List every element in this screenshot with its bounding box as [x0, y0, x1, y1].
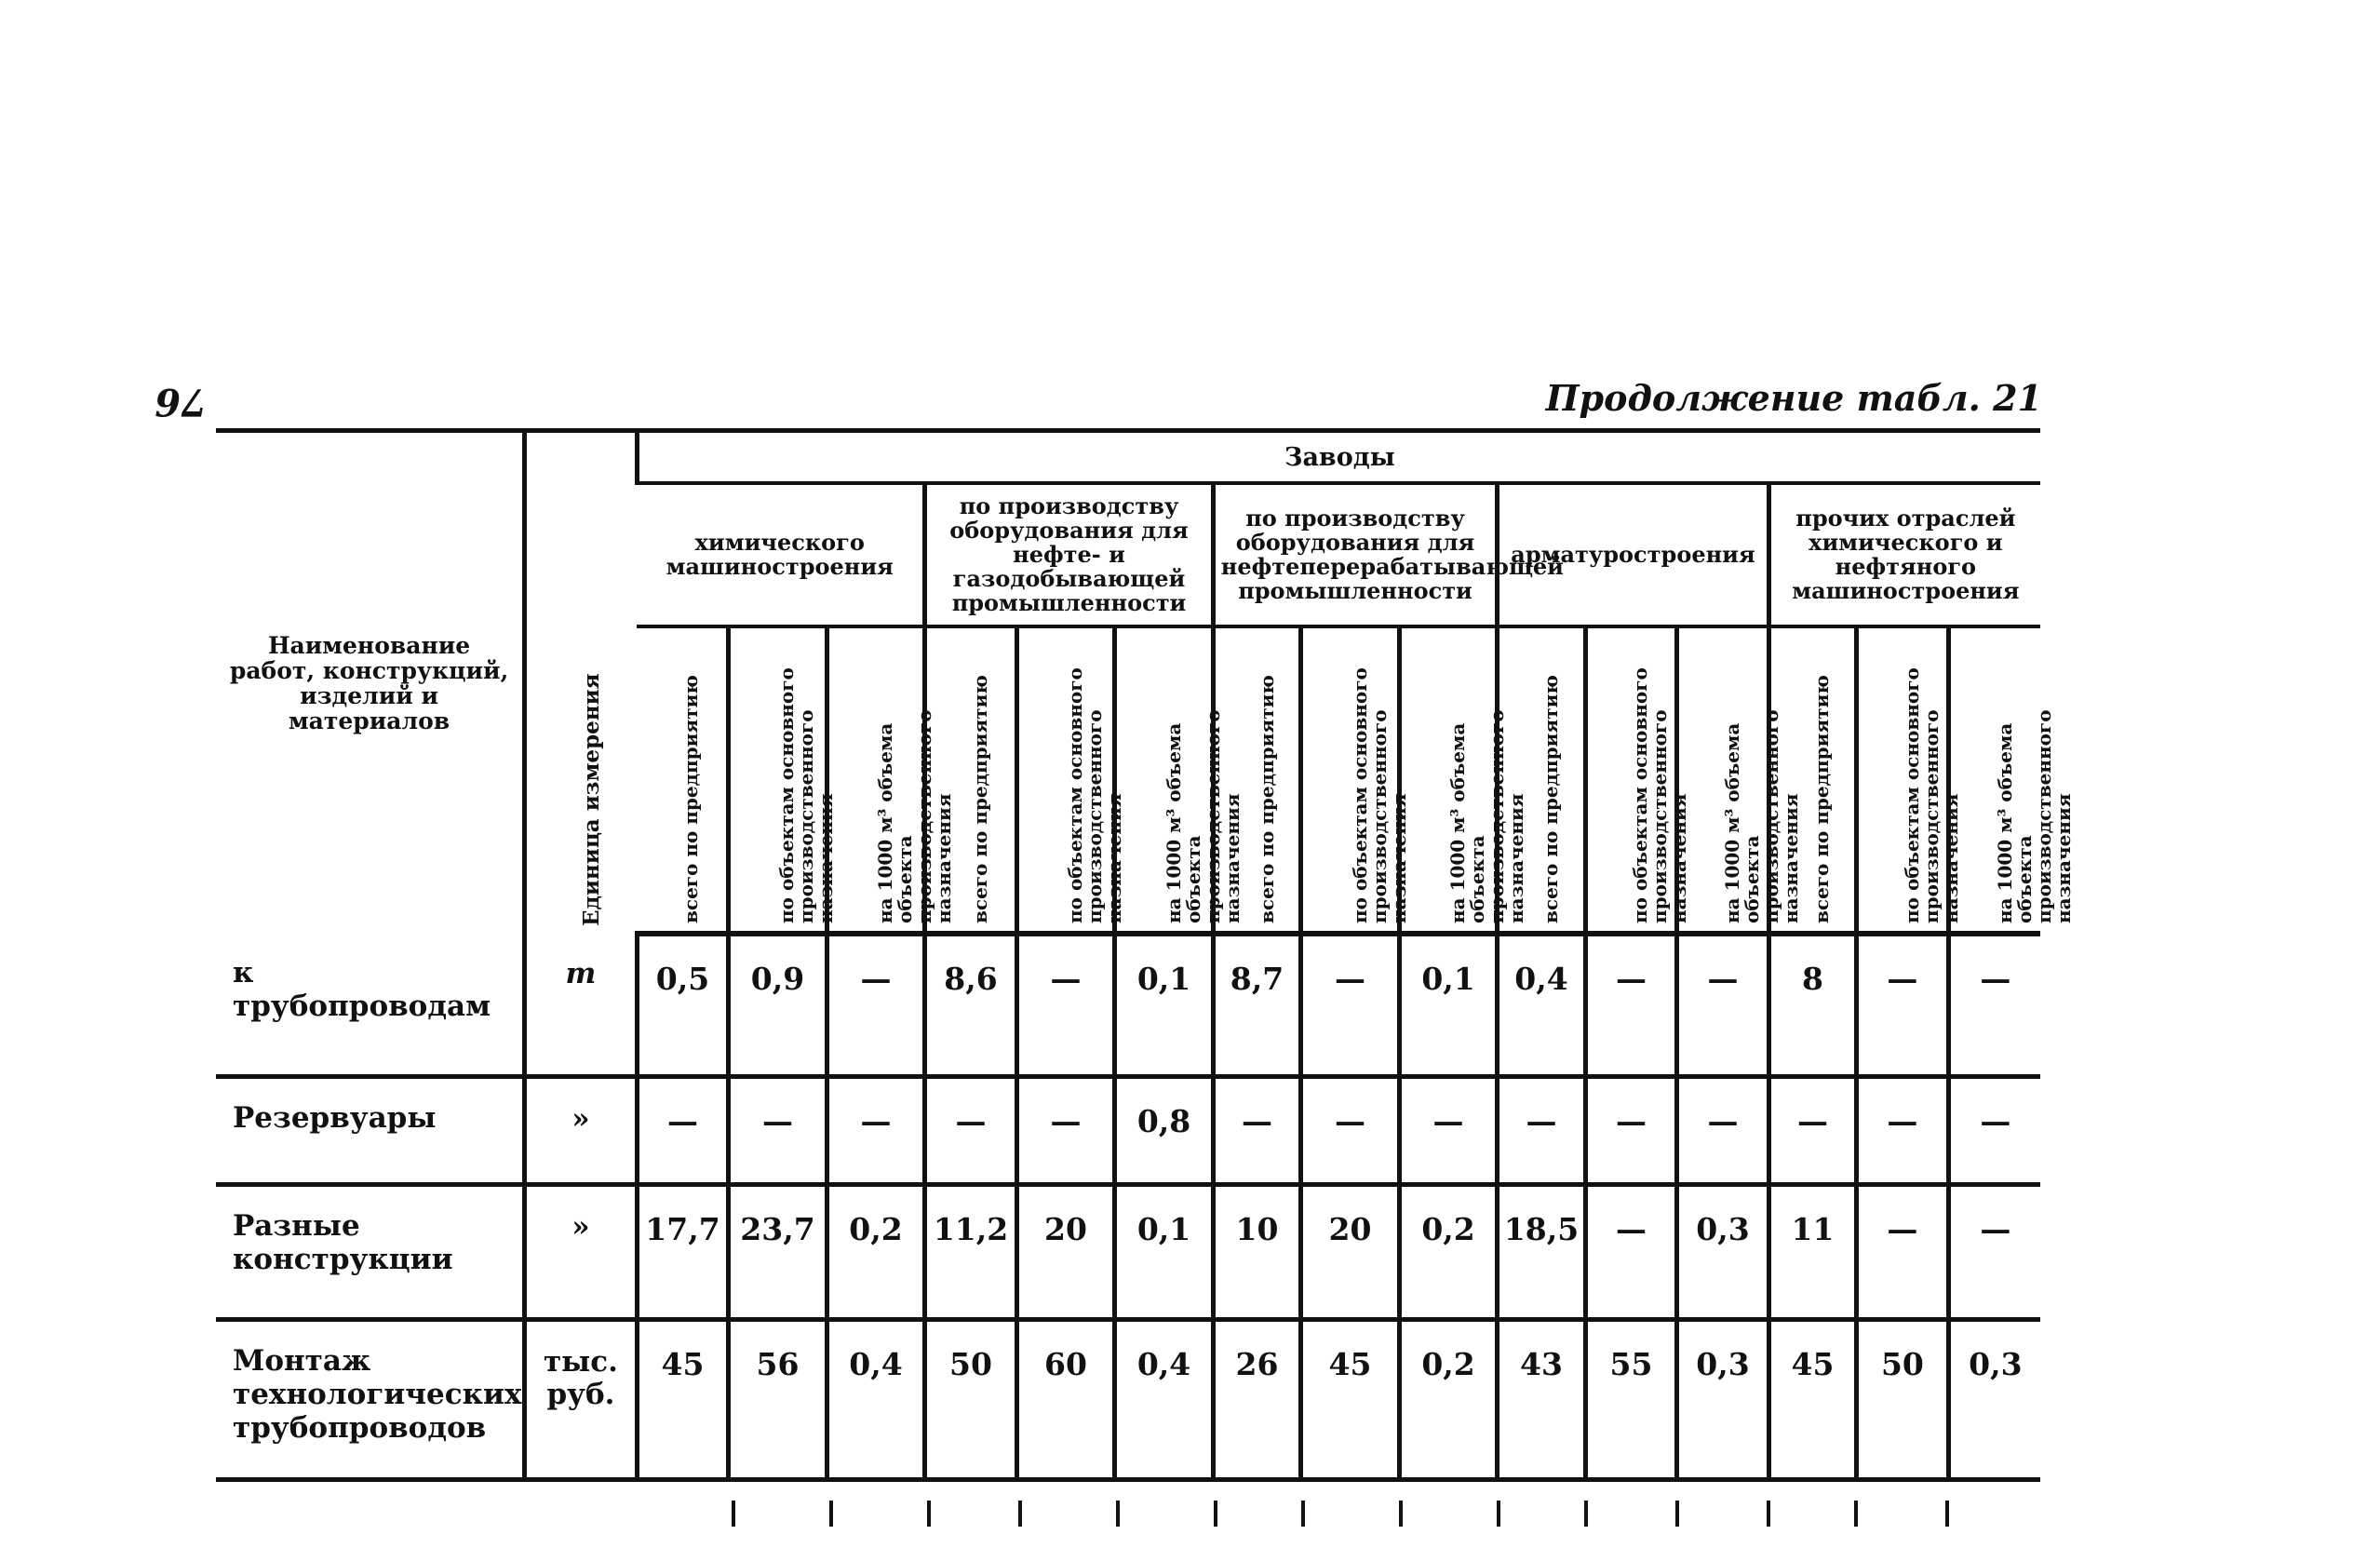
column-continuation-tick — [927, 1501, 931, 1527]
header-unit-column — [525, 431, 638, 935]
table-cell: — — [1016, 934, 1115, 1076]
column-continuation-tick — [1854, 1501, 1858, 1527]
header-group-other: прочих отраслей химического и нефтяного машиностроения — [1768, 483, 2040, 626]
table-cell: 0,3 — [1677, 1184, 1768, 1319]
table-cell: — — [1677, 1076, 1768, 1184]
subheader-per-1000 — [827, 626, 955, 934]
table-cell: 8,6 — [925, 934, 1016, 1076]
subheader-total — [1768, 626, 1856, 934]
table-row — [216, 1076, 2040, 1184]
table-cell: 11,2 — [925, 1184, 1016, 1319]
subheader-total — [1213, 626, 1300, 934]
table-cell: 11 — [1768, 1184, 1856, 1319]
table-cell: 8 — [1768, 934, 1856, 1076]
table-cell: — — [1301, 934, 1400, 1076]
table-cell: 8,7 — [1213, 934, 1300, 1076]
table-cell: 23,7 — [729, 1184, 827, 1319]
subheader-total — [925, 626, 1016, 934]
table-row — [216, 1319, 2040, 1479]
table-cell: — — [1768, 1076, 1856, 1184]
table-continuation-label: Продолжение табл. 21 — [1545, 377, 2042, 419]
table-cell: 0,1 — [1115, 1184, 1214, 1319]
table-cell: 0,3 — [1948, 1319, 2040, 1479]
row-name: Разные конструкции — [216, 1184, 525, 1319]
data-table — [216, 428, 2075, 1482]
subheader-per-1000 — [1948, 626, 2075, 934]
table-cell: — — [1016, 1076, 1115, 1184]
header-group-oil-refining: по производству оборудования для нефтеперерабатывающей промышленности — [1213, 483, 1498, 626]
table-cell: 0,2 — [827, 1184, 925, 1319]
subheader-text: всего по предприятию — [1540, 675, 1563, 923]
subheader-total — [1498, 626, 1585, 934]
table-cell: — — [925, 1076, 1016, 1184]
table-cell: 0,8 — [1115, 1076, 1214, 1184]
table-cell: 56 — [729, 1319, 827, 1479]
row-unit: » — [525, 1184, 638, 1319]
table-cell: 0,2 — [1399, 1319, 1498, 1479]
column-continuation-tick — [1675, 1501, 1679, 1527]
column-continuation-tick — [1116, 1501, 1120, 1527]
subheader-per-1000 — [1399, 626, 1528, 934]
table-cell: 50 — [925, 1319, 1016, 1479]
table-cell: 0,2 — [1399, 1184, 1498, 1319]
header-group-chemical: химического машиностроения — [637, 483, 925, 626]
column-continuation-tick — [1018, 1501, 1022, 1527]
table-cell: 0,1 — [1115, 934, 1214, 1076]
table-cell: 50 — [1857, 1319, 1948, 1479]
subheader-main-objects — [729, 626, 838, 934]
column-continuation-tick — [1584, 1501, 1588, 1527]
row-name: к трубопроводам — [216, 934, 525, 1076]
subheader-text: на 1000 м³ объема объекта производственного назначения — [1720, 709, 1802, 923]
table-cell: — — [1857, 934, 1948, 1076]
table-cell: — — [1585, 934, 1676, 1076]
subheader-per-1000 — [1115, 626, 1244, 934]
table-cell: 20 — [1301, 1184, 1400, 1319]
table-cell: — — [1399, 1076, 1498, 1184]
table-cell: — — [1498, 1076, 1585, 1184]
table-cell: 45 — [1768, 1319, 1856, 1479]
header-name-column: Наименование работ, конструкций, изделий и материалов — [216, 431, 525, 935]
table-cell: — — [1948, 1184, 2040, 1319]
table-cell: — — [1948, 1076, 2040, 1184]
table-cell: 0,4 — [1498, 934, 1585, 1076]
subheader-text: по объектам основного производственного назначения — [775, 667, 838, 923]
table-cell: — — [729, 1076, 827, 1184]
column-continuation-tick — [829, 1501, 833, 1527]
subheader-main-objects — [1585, 626, 1691, 934]
row-unit: » — [525, 1076, 638, 1184]
table-cell: — — [1857, 1076, 1948, 1184]
row-unit: т — [525, 934, 638, 1076]
table-cell: 55 — [1585, 1319, 1676, 1479]
row-name: Монтаж технологических трубопроводов — [216, 1319, 525, 1479]
table-cell: 0,1 — [1399, 934, 1498, 1076]
header-group-valves: арматуростроения — [1498, 483, 1768, 626]
subheader-main-objects — [1016, 626, 1125, 934]
table-cell: 20 — [1016, 1184, 1115, 1319]
column-continuation-tick — [1301, 1501, 1305, 1527]
table-cell: — — [1301, 1076, 1400, 1184]
table-cell: 60 — [1016, 1319, 1115, 1479]
table-cell: — — [1585, 1076, 1676, 1184]
table-cell: 10 — [1213, 1184, 1300, 1319]
table-cell: — — [1948, 934, 2040, 1076]
table-cell: 0,3 — [1677, 1319, 1768, 1479]
table-cell: — — [827, 1076, 925, 1184]
table-cell: 45 — [637, 1319, 728, 1479]
table-cell: 0,9 — [729, 934, 827, 1076]
table-row — [216, 1184, 2040, 1319]
table-cell: 0,5 — [637, 934, 728, 1076]
column-continuation-tick — [1767, 1501, 1770, 1527]
table-cell: — — [637, 1076, 728, 1184]
header-group-oil-gas-production: по производству оборудования для нефте- и газодобывающей промышленности — [925, 483, 1214, 626]
table-cell: 17,7 — [637, 1184, 728, 1319]
subheader-text: по объектам основного производственного назначения — [1629, 667, 1691, 923]
row-unit: тыс. руб. — [525, 1319, 638, 1479]
subheader-main-objects — [1857, 626, 1962, 934]
subheader-text: на 1000 м³ объема объекта производственного назначения — [1446, 709, 1528, 923]
table-cell: 43 — [1498, 1319, 1585, 1479]
subheader-text: на 1000 м³ объема объекта производственного назначения — [1162, 709, 1244, 923]
header-group-main: Заводы — [637, 431, 2040, 484]
table-cell: 0,4 — [1115, 1319, 1214, 1479]
subheader-text: всего по предприятию — [1810, 675, 1834, 923]
table-cell: — — [827, 934, 925, 1076]
table-cell: — — [1213, 1076, 1300, 1184]
table-cell: — — [1677, 934, 1768, 1076]
table-row — [216, 934, 2040, 1076]
subheader-text: всего по предприятию — [679, 675, 703, 923]
column-continuation-tick — [1497, 1501, 1500, 1527]
column-continuation-tick — [732, 1501, 735, 1527]
table-cell: 18,5 — [1498, 1184, 1585, 1319]
subheader-text: всего по предприятию — [1255, 675, 1278, 923]
page-number: 76 — [155, 380, 207, 424]
subheader-text: по объектам основного производственного назначения — [1900, 667, 1962, 923]
table-cell: 26 — [1213, 1319, 1300, 1479]
row-name: Резервуары — [216, 1076, 525, 1184]
subheader-text: на 1000 м³ объема объекта производственного назначения — [1993, 709, 2075, 923]
subheader-text: всего по предприятию — [969, 675, 991, 923]
column-continuation-tick — [1214, 1501, 1217, 1527]
table-cell: — — [1585, 1184, 1676, 1319]
subheader-main-objects — [1301, 626, 1410, 934]
subheader-text: по объектам основного производственного назначения — [1064, 667, 1125, 923]
column-continuation-tick — [1399, 1501, 1403, 1527]
table-cell: — — [1857, 1184, 1948, 1319]
data-table-container — [216, 428, 2075, 1508]
table-cell: 0,4 — [827, 1319, 925, 1479]
subheader-total — [637, 626, 728, 934]
subheader-text: на 1000 м³ объема объекта производственного назначения — [874, 709, 955, 923]
table-cell: 45 — [1301, 1319, 1400, 1479]
subheader-text: по объектам основного производственного назначения — [1348, 667, 1410, 923]
column-continuation-tick — [1945, 1501, 1949, 1527]
subheader-per-1000 — [1677, 626, 1802, 934]
header-unit-text: Единица измерения — [578, 673, 604, 926]
